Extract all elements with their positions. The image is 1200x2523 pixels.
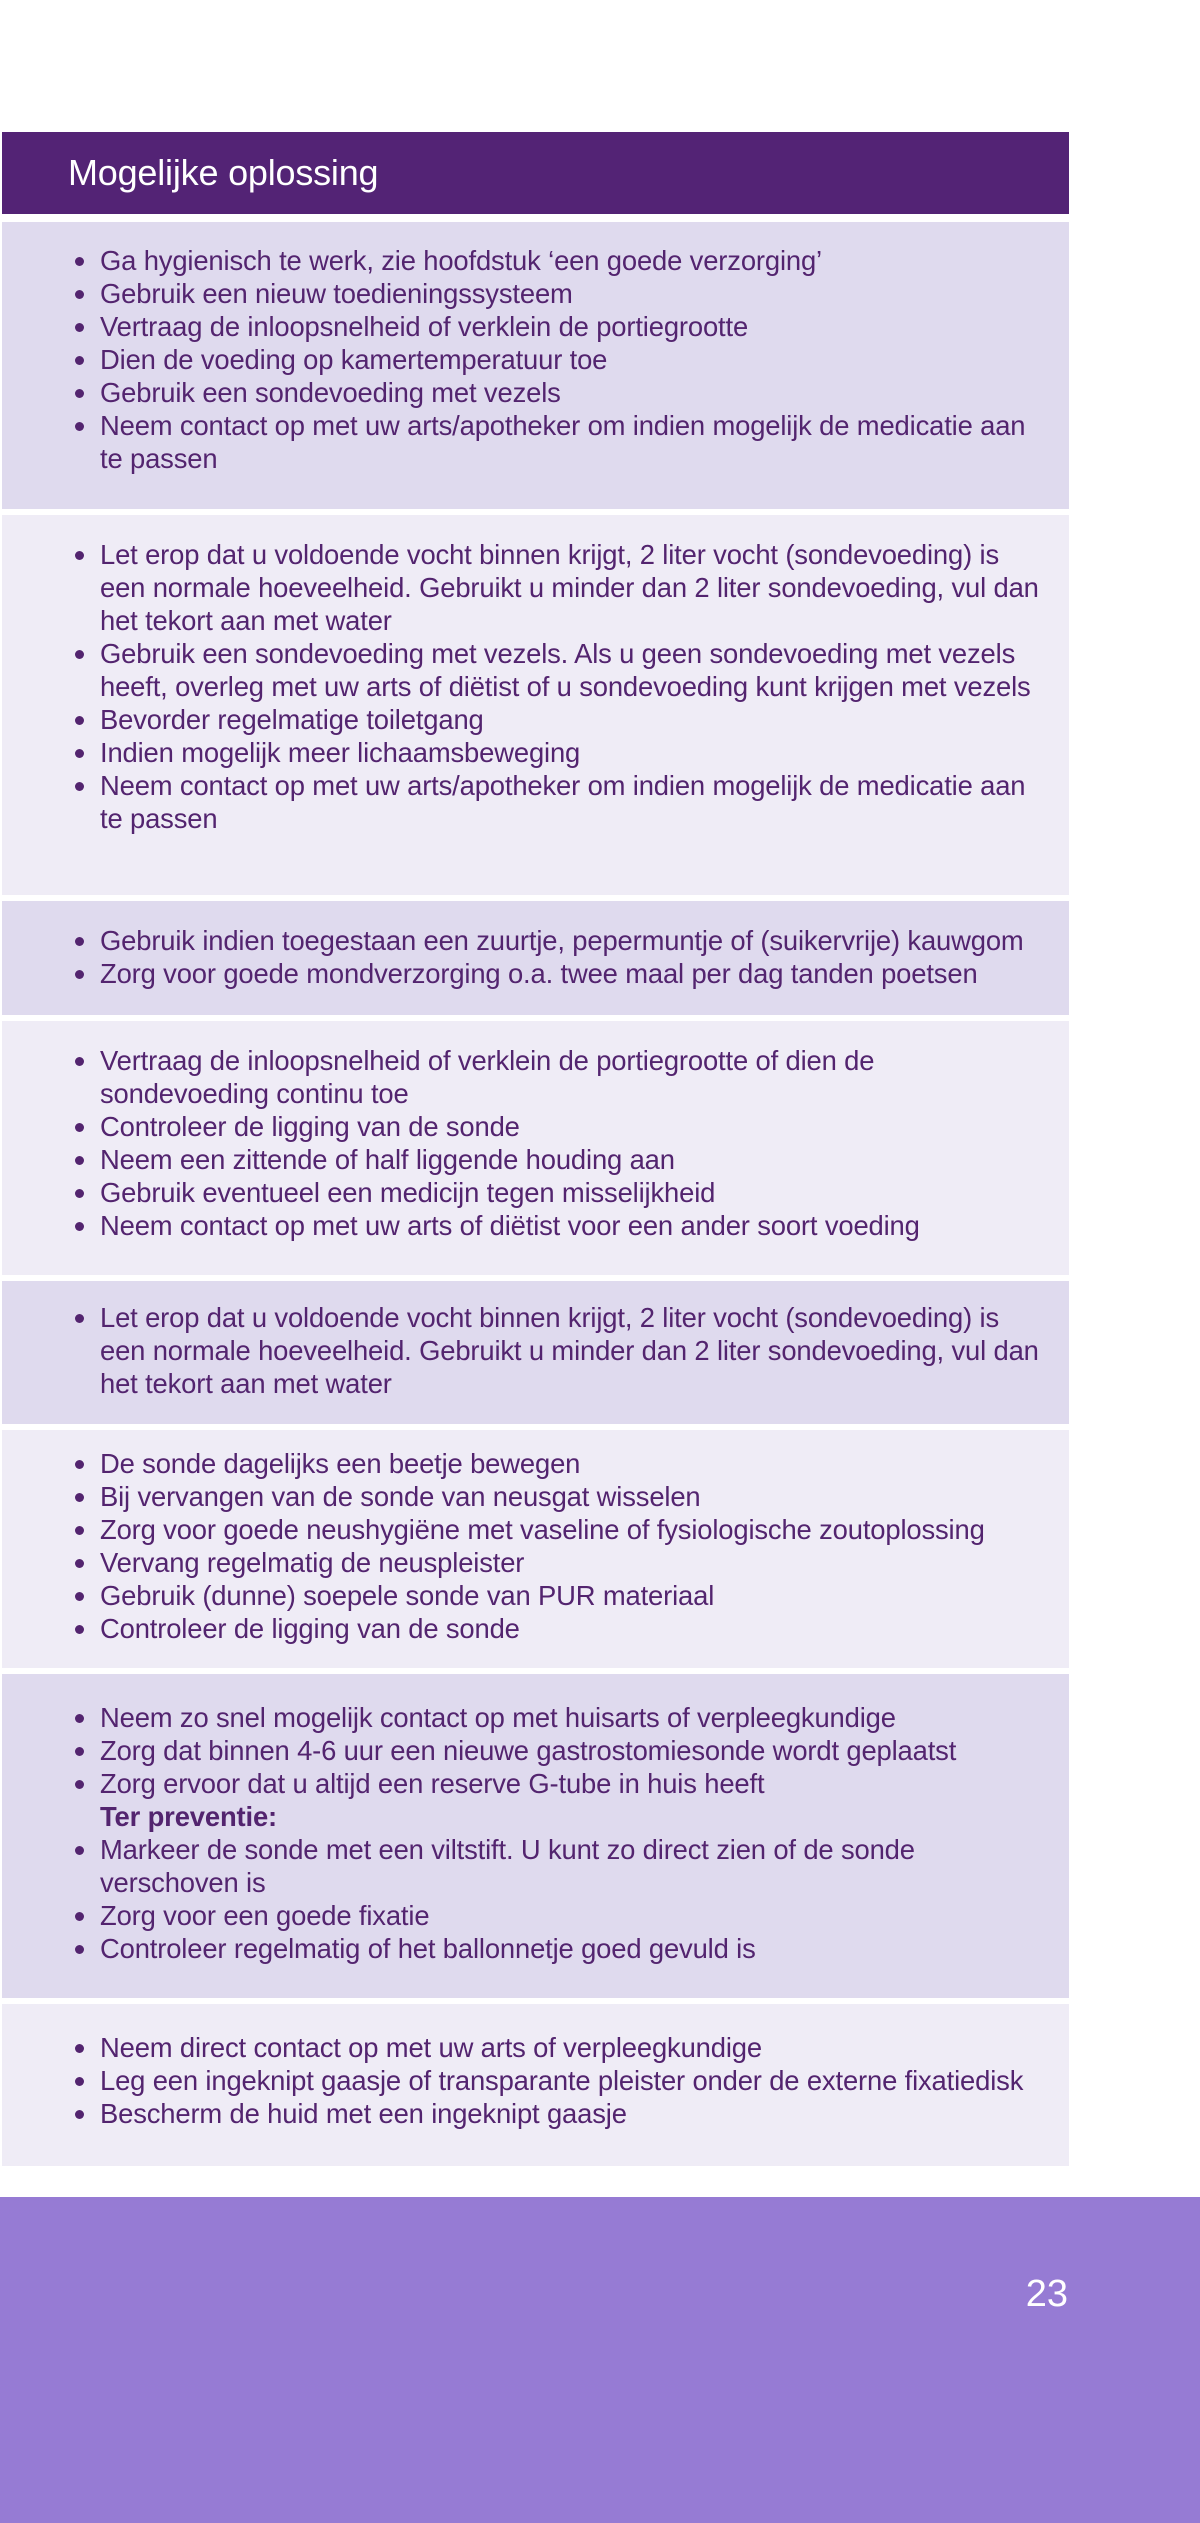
list-item: Indien mogelijk meer lichaamsbeweging <box>100 736 1069 769</box>
list-item: Controleer de ligging van de sonde <box>100 1110 1069 1143</box>
list-item: Neem direct contact op met uw arts of verpleegkundige <box>100 2031 1069 2064</box>
page-footer <box>0 2197 1200 2523</box>
solution-list <box>2 538 1069 835</box>
list-item: Markeer de sonde met een viltstift. U kunt zo direct zien of de sonde verschoven is <box>100 1833 1069 1899</box>
list-item: Bij vervangen van de sonde van neusgat wisselen <box>100 1480 1069 1513</box>
solution-row <box>2 2004 1069 2166</box>
table-header <box>2 132 1069 214</box>
list-item: Gebruik een nieuw toedieningssysteem <box>100 277 1069 310</box>
solution-row <box>2 1021 1069 1275</box>
list-item: Gebruik eventueel een medicijn tegen misselijkheid <box>100 1176 1069 1209</box>
list-item: Neem contact op met uw arts of diëtist voor een ander soort voeding <box>100 1209 1069 1242</box>
solution-row <box>2 1674 1069 1998</box>
list-item: Vertraag de inloopsnelheid of verklein de portiegrootte of dien de sondevoeding continu toe <box>100 1044 1069 1110</box>
list-item: Zorg voor goede neushygiëne met vaseline of fysiologische zoutoplossing <box>100 1513 1069 1546</box>
solution-list <box>2 244 1069 475</box>
list-item: Ga hygienisch te werk, zie hoofdstuk ‘een goede verzorging’ <box>100 244 1069 277</box>
list-item: Controleer de ligging van de sonde <box>100 1612 1069 1645</box>
solution-row <box>2 1281 1069 1424</box>
list-item: Leg een ingeknipt gaasje of transparante pleister onder de externe fixatiedisk <box>100 2064 1069 2097</box>
solutions-table <box>2 132 1069 2172</box>
solution-list <box>2 1301 1069 1400</box>
list-item: Vertraag de inloopsnelheid of verklein de portiegrootte <box>100 310 1069 343</box>
list-item: Neem contact op met uw arts/apotheker om indien mogelijk de medicatie aan te passen <box>100 409 1069 475</box>
list-item: De sonde dagelijks een beetje bewegen <box>100 1447 1069 1480</box>
solution-row <box>2 515 1069 895</box>
list-item: Neem zo snel mogelijk contact op met huisarts of verpleegkundige <box>100 1701 1069 1734</box>
solution-list <box>2 1701 1069 1965</box>
solution-row <box>2 1430 1069 1668</box>
list-item: Bescherm de huid met een ingeknipt gaasje <box>100 2097 1069 2130</box>
list-item: Gebruik (dunne) soepele sonde van PUR materiaal <box>100 1579 1069 1612</box>
list-item: Zorg voor goede mondverzorging o.a. twee maal per dag tanden poetsen <box>100 957 1069 990</box>
solution-list <box>2 1447 1069 1645</box>
page-number: 23 <box>1025 2273 1068 2315</box>
list-item: Gebruik indien toegestaan een zuurtje, pepermuntje of (suikervrije) kauwgom <box>100 924 1069 957</box>
list-item: Neem contact op met uw arts/apotheker om indien mogelijk de medicatie aan te passen <box>100 769 1069 835</box>
solution-row <box>2 222 1069 509</box>
list-item: Bevorder regelmatige toiletgang <box>100 703 1069 736</box>
list-item: Let erop dat u voldoende vocht binnen krijgt, 2 liter vocht (sondevoeding) is een normale hoeveelheid. Gebruikt u minder dan 2 liter sondevoeding, vul dan het tekort aan met water <box>100 1301 1069 1400</box>
list-item: Let erop dat u voldoende vocht binnen krijgt, 2 liter vocht (sondevoeding) is een normale hoeveelheid. Gebruikt u minder dan 2 liter sondevoeding, vul dan het tekort aan met water <box>100 538 1069 637</box>
list-item: Neem een zittende of half liggende houding aan <box>100 1143 1069 1176</box>
list-item: Gebruik een sondevoeding met vezels. Als u geen sondevoeding met vezels heeft, overleg met uw arts of diëtist of u sondevoeding kunt krijgen met vezels <box>100 637 1069 703</box>
list-item: Zorg ervoor dat u altijd een reserve G-tube in huis heeft <box>100 1767 1069 1800</box>
list-item: Zorg dat binnen 4-6 uur een nieuwe gastrostomiesonde wordt geplaatst <box>100 1734 1069 1767</box>
list-item: Vervang regelmatig de neuspleister <box>100 1546 1069 1579</box>
list-subheading: Ter preventie: <box>100 1801 278 1832</box>
solution-list <box>2 2031 1069 2130</box>
list-item: Controleer regelmatig of het ballonnetje goed gevuld is <box>100 1932 1069 1965</box>
list-item: Zorg voor een goede fixatie <box>100 1899 1069 1932</box>
solution-list <box>2 924 1069 990</box>
list-item: Gebruik een sondevoeding met vezels <box>100 376 1069 409</box>
solution-list <box>2 1044 1069 1242</box>
list-item: Dien de voeding op kamertemperatuur toe <box>100 343 1069 376</box>
table-header-title: Mogelijke oplossing <box>68 152 379 193</box>
solution-row <box>2 901 1069 1015</box>
